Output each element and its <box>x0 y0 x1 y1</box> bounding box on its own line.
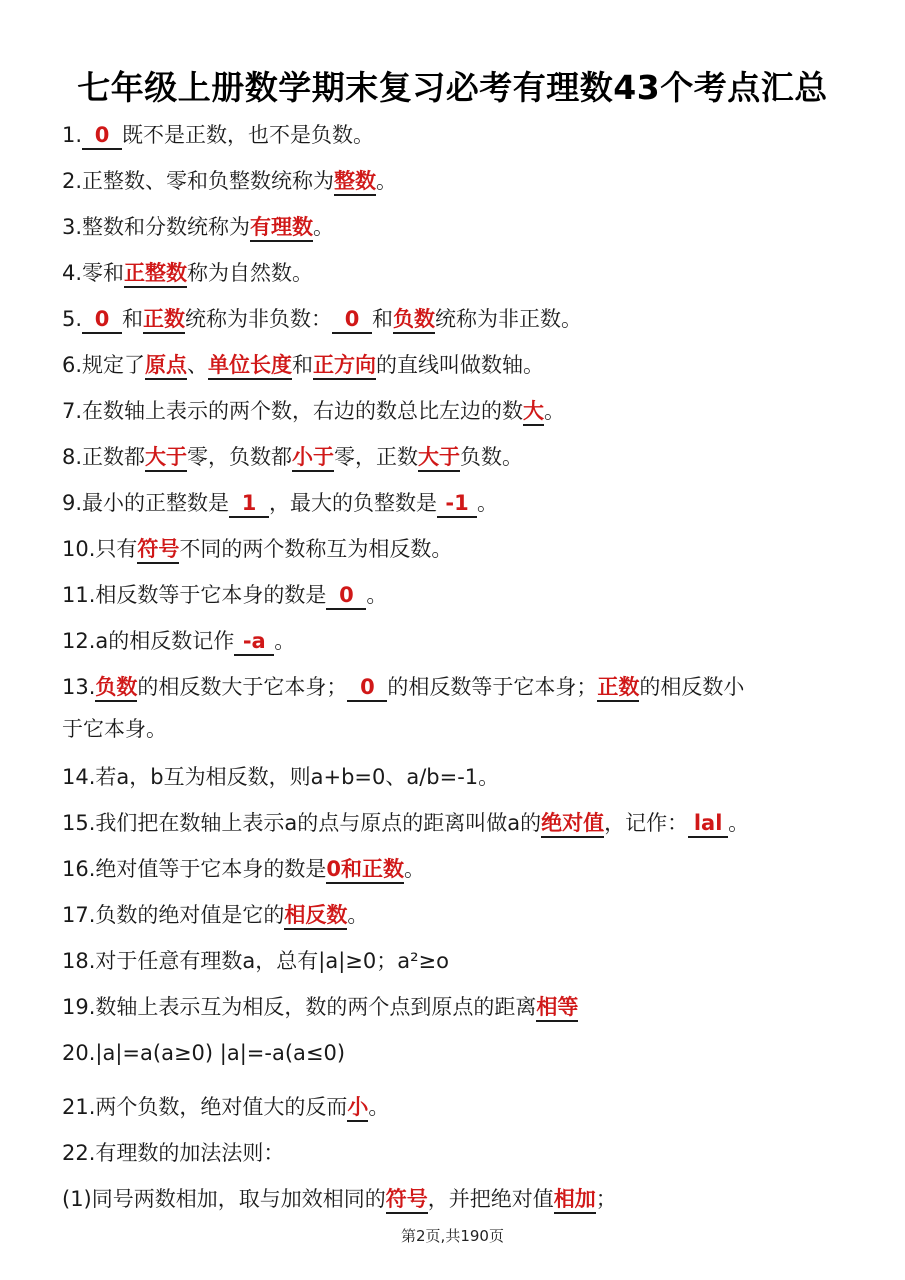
item-number: 17. <box>62 903 96 927</box>
answer-blank: 整数 <box>334 168 376 196</box>
item-text: 统称为非正数。 <box>435 307 583 331</box>
item-number: 8. <box>62 445 83 469</box>
item-text: 零和 <box>82 261 125 285</box>
list-item <box>62 438 862 484</box>
answer-blank: 负数 <box>95 674 137 702</box>
answer-blank: 0 <box>347 674 387 702</box>
item-text: 。 <box>728 811 750 835</box>
answer-blank: 正整数 <box>124 260 187 288</box>
list-item <box>62 710 862 758</box>
list-item <box>62 988 862 1034</box>
item-text: 和 <box>122 307 144 331</box>
list-item <box>62 116 862 162</box>
answer-blank: 0 <box>82 122 122 150</box>
item-text: 在数轴上表示的两个数，右边的数总比左边的数 <box>82 399 524 423</box>
answer-blank: 相反数 <box>284 902 347 930</box>
item-text: 。 <box>366 583 388 607</box>
list-item <box>62 346 862 392</box>
answer-blank: lal <box>688 810 728 838</box>
answer-blank: 0 <box>82 306 122 334</box>
answer-blank: 正方向 <box>313 352 376 380</box>
item-text: |a|=a(a≥0) |a|=-a(a≤0) <box>95 1041 346 1065</box>
answer-blank: 大于 <box>145 444 187 472</box>
answer-blank: 相等 <box>536 994 578 1022</box>
item-text: 和 <box>292 353 314 377</box>
item-text: 的相反数小 <box>639 675 745 699</box>
answer-blank: 正数 <box>143 306 185 334</box>
item-text: 只有 <box>95 537 138 561</box>
item-text: 数轴上表示互为相反，数的两个点到原点的距离 <box>95 995 537 1019</box>
item-text: 负数的绝对值是它的 <box>95 903 285 927</box>
answer-blank: 小 <box>347 1094 368 1122</box>
answer-blank: 小于 <box>292 444 334 472</box>
item-number: 11. <box>62 583 96 607</box>
answer-blank: -1 <box>437 490 477 518</box>
item-number: 18. <box>62 949 96 973</box>
item-text: 正整数、零和负整数统称为 <box>82 169 335 193</box>
item-number: 1. <box>62 123 83 147</box>
item-text: 有理数的加法法则： <box>95 1141 285 1165</box>
list-item <box>62 162 862 208</box>
list-item <box>62 942 862 988</box>
item-text: 相反数等于它本身的数是 <box>95 583 327 607</box>
item-text: 正数都 <box>82 445 146 469</box>
answer-blank: 负数 <box>393 306 435 334</box>
item-text: 我们把在数轴上表示a的点与原点的距离叫做a的 <box>95 811 542 835</box>
answer-blank: 大于 <box>418 444 460 472</box>
item-number: 13. <box>62 675 96 699</box>
list-item <box>62 622 862 668</box>
item-number: 22. <box>62 1141 96 1165</box>
item-text: 统称为非负数： <box>185 307 333 331</box>
item-text: 。 <box>376 169 398 193</box>
item-number: 19. <box>62 995 96 1019</box>
item-number: 5. <box>62 307 83 331</box>
item-text: 最小的正整数是 <box>82 491 230 515</box>
list-item <box>62 668 862 710</box>
answer-blank: 相加 <box>554 1186 596 1214</box>
item-number: 15. <box>62 811 96 835</box>
item-text: 对于任意有理数a，总有|a|≥0；a²≥o <box>95 949 449 973</box>
item-number: 6. <box>62 353 83 377</box>
list-item <box>62 530 862 576</box>
item-text: 。 <box>544 399 566 423</box>
list-item <box>62 392 862 438</box>
answer-blank: 1 <box>229 490 269 518</box>
item-number: 3. <box>62 215 83 239</box>
answer-blank: 单位长度 <box>208 352 292 380</box>
answer-blank: 0 <box>332 306 372 334</box>
list-item <box>62 804 862 850</box>
item-number: 14. <box>62 765 96 789</box>
answer-blank: 符号 <box>386 1186 428 1214</box>
page-title: 七年级上册数学期末复习必考有理数43个考点汇总 <box>77 68 828 107</box>
answer-blank: 正数 <box>597 674 639 702</box>
answer-blank: 有理数 <box>250 214 313 242</box>
list-item <box>62 1180 862 1226</box>
list-item <box>62 484 862 530</box>
item-text: 。 <box>368 1095 390 1119</box>
point-list <box>62 116 862 1226</box>
item-text: 于它本身。 <box>62 717 167 741</box>
item-text: 和 <box>372 307 394 331</box>
item-text: 。 <box>347 903 369 927</box>
item-text: 。 <box>313 215 335 239</box>
list-item <box>62 254 862 300</box>
item-text: ，最大的负整数是 <box>269 491 438 515</box>
list-item <box>62 1088 862 1134</box>
item-number: 7. <box>62 399 83 423</box>
list-item <box>62 576 862 622</box>
list-item <box>62 1034 862 1088</box>
answer-blank: 0和正数 <box>326 856 404 884</box>
item-text: 规定了 <box>82 353 146 377</box>
list-item <box>62 896 862 942</box>
item-text: 绝对值等于它本身的数是 <box>95 857 327 881</box>
item-number: 12. <box>62 629 96 653</box>
item-text: 若a，b互为相反数，则a+b=0、a/b=-1。 <box>95 765 500 789</box>
item-text: 零，正数 <box>334 445 419 469</box>
item-number: 21. <box>62 1095 96 1119</box>
item-number: 4. <box>62 261 83 285</box>
item-number: 9. <box>62 491 83 515</box>
item-text: 两个负数，绝对值大的反而 <box>95 1095 348 1119</box>
item-number: 16. <box>62 857 96 881</box>
item-text: 整数和分数统称为 <box>82 215 251 239</box>
list-item <box>62 850 862 896</box>
item-text: ，记作： <box>604 811 689 835</box>
answer-blank: -a <box>234 628 274 656</box>
item-text: 同号两数相加，取与加效相同的 <box>91 1187 386 1211</box>
item-text: 既不是正数，也不是负数。 <box>122 123 375 147</box>
item-text: 零，负数都 <box>187 445 293 469</box>
item-text: ，并把绝对值 <box>427 1187 554 1211</box>
item-text: 。 <box>274 629 296 653</box>
list-item <box>62 300 862 346</box>
item-number: 10. <box>62 537 96 561</box>
item-text: ； <box>595 1187 617 1211</box>
item-text: 负数。 <box>460 445 524 469</box>
answer-blank: 符号 <box>137 536 179 564</box>
answer-blank: 大 <box>523 398 544 426</box>
item-text: a的相反数记作 <box>95 629 235 653</box>
item-text: 的相反数等于它本身； <box>387 675 598 699</box>
item-text: 的直线叫做数轴。 <box>376 353 545 377</box>
item-number: 20. <box>62 1041 96 1065</box>
item-text: 的相反数大于它本身； <box>137 675 348 699</box>
item-text: 、 <box>187 353 209 377</box>
answer-blank: 原点 <box>145 352 187 380</box>
item-text: 称为自然数。 <box>187 261 314 285</box>
item-number: 2. <box>62 169 83 193</box>
answer-blank: 绝对值 <box>541 810 604 838</box>
item-text: 。 <box>404 857 426 881</box>
item-number: (1) <box>62 1187 92 1211</box>
list-item <box>62 1134 862 1180</box>
list-item <box>62 208 862 254</box>
item-text: 不同的两个数称互为相反数。 <box>179 537 453 561</box>
list-item <box>62 758 862 804</box>
page-footer: 第2页,共190页 <box>401 1227 504 1245</box>
item-text: 。 <box>477 491 499 515</box>
answer-blank: 0 <box>326 582 366 610</box>
